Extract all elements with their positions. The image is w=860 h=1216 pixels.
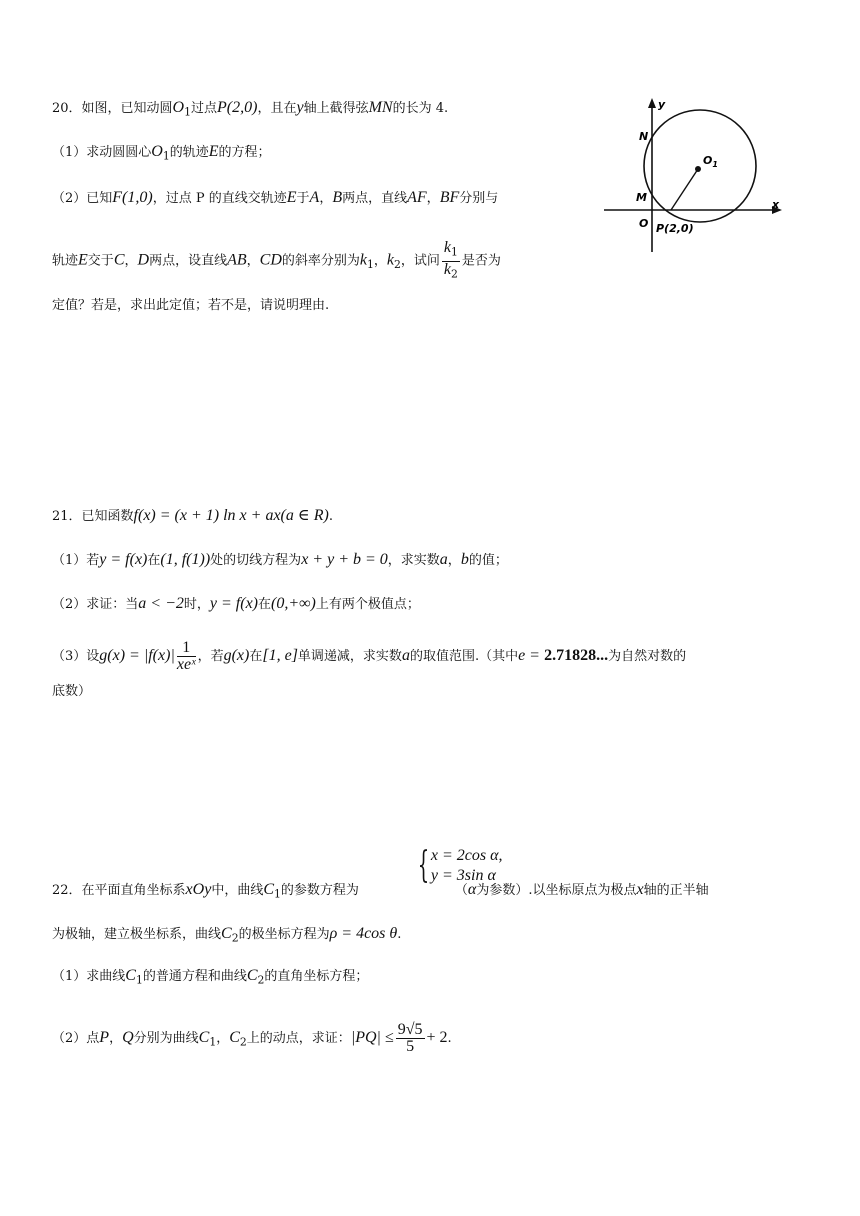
math-C1: C [263,881,274,898]
math-a: a [439,551,448,568]
p20-q2-line2 [52,240,501,282]
text: ， [426,191,440,206]
p21-q3-line1 [52,640,686,673]
text: ，若 [197,649,224,664]
denominator: 5 [406,1038,415,1055]
text: 21．已知函数 [52,509,134,524]
text: 20．如图，已知动圆 [52,101,173,116]
text: 轴的正半轴 [643,883,709,898]
text: 的极坐标方程为 [238,927,330,942]
math: x + y + b = 0 [301,551,388,568]
math-CD: CD [259,251,282,269]
text: ， [319,191,333,206]
p22-q2 [52,1022,452,1055]
math-point-P: P(2,0) [217,99,258,116]
subscript: 1 [184,105,191,119]
subscript: 1 [274,887,281,901]
text: 中，曲线 [211,883,264,898]
text: 的轨迹 [169,145,209,160]
math-k1: k [359,251,367,269]
subscript: 1 [135,973,143,987]
math-BF: BF [439,189,460,206]
math-P: P [99,1029,110,1046]
p20-q1 [52,142,271,167]
text: ， [373,253,387,269]
text: . [397,927,402,942]
text: 两点，直线 [342,191,408,206]
text: （2）点 [52,1031,100,1046]
subscript: 1 [209,1035,217,1049]
text: . [328,509,333,524]
math-k2: k [386,251,395,269]
text: 单调递减，求实数 [297,649,402,664]
text: 的参数方程为 [280,883,359,898]
subscript: 2 [451,267,458,281]
text: 分别与 [459,191,499,206]
p20-q2-line1 [52,188,498,209]
math-C2: C [221,925,232,942]
text: 交于 [87,253,114,269]
text: ，且在 [257,101,297,116]
math-MN: MN [368,99,393,116]
origin-label: O [639,217,649,230]
text: （1）若 [52,553,100,568]
text: （ [454,883,468,898]
math-AB: AB [227,251,247,269]
math-C1: C [198,1029,210,1046]
math: (0,+∞) [271,595,316,612]
O1-subscript: 1 [712,160,718,169]
text: （1）求动圆圆心 [52,145,152,160]
text: （1）求曲线 [52,969,126,984]
math-rho-eq: ρ = 4cos θ [329,925,398,942]
M-label: M [636,191,647,204]
math-C: C [113,251,125,269]
text: 的斜率分别为 [281,253,360,269]
e-value: 2.71828... [544,647,609,664]
math-C2: C [246,967,258,984]
math-E: E [208,143,219,160]
math-alpha: α [467,881,477,898]
subscript: 1 [367,258,374,272]
text: ，试问 [400,253,440,269]
text: 的直角坐标方程； [264,969,369,984]
text: 过点 [191,101,218,116]
math-k1: k [443,239,452,256]
math-abs-PQ: |PQ| ≤ [350,1029,394,1046]
math: (1, f(1)) [160,551,211,568]
text: ， [246,253,260,269]
text: 于 [296,191,310,206]
text: ，求实数 [387,553,440,568]
text: 定值？若是，求出此定值；若不是，请说明理由. [52,298,330,313]
text: 时， [183,597,210,612]
text: 在 [249,649,263,664]
math-xOy: xOy [185,881,212,898]
text: ， [447,553,461,568]
O1-letter: O [703,154,713,167]
math-D: D [137,251,150,269]
p22-line1 [52,880,709,905]
text: ， [216,1031,230,1046]
math-Q: Q [122,1029,134,1046]
fraction-9root5-over-5 [396,1022,425,1055]
text: （3）设 [52,649,100,664]
math-O1: O [172,99,185,116]
text: 两点，设直线 [149,253,228,269]
numerator: 1 [177,640,196,657]
math-f-definition: f(x) = (x + 1) ln x + ax(a ∈ R) [133,507,329,524]
text: ， [109,1031,123,1046]
text: 上的动点，求证： [246,1031,351,1046]
text: 轴上截得弦 [303,101,369,116]
math: a < −2 [138,595,184,612]
math-A: A [309,189,320,206]
math-AF: AF [407,189,427,206]
text: （2）求证：当 [52,597,139,612]
fraction-k1-over-k2 [442,240,460,282]
math-C1: C [125,967,136,984]
text: （2）已知 [52,191,113,206]
subscript: 2 [394,258,401,272]
text: 为自然对数的 [608,649,687,664]
text: 上有两个极值点； [315,597,420,612]
eq-y: y = 3sin α [430,867,496,884]
text: ，过点 P 的直线交轨迹 [152,191,287,206]
text: . [447,1031,452,1046]
numerator: 9√5 [397,1021,423,1038]
text: 的取值范围.（其中 [409,649,519,664]
text: 轨迹 [52,253,79,269]
text: 的值； [468,553,508,568]
math-a: a [401,647,410,664]
p20-line1 [52,98,448,123]
text: 在 [147,553,161,568]
math-E: E [78,251,88,269]
text: 的长为 4. [392,101,449,116]
P-label: P(2,0) [656,222,694,235]
y-axis-arrow [648,98,656,108]
text: ， [124,253,138,269]
fraction-1-over-xex [177,640,196,673]
p22-q1 [52,966,368,991]
text: 分别为曲线 [133,1031,199,1046]
y-label: y [658,98,666,111]
text: 的方程； [218,145,271,160]
math-B: B [332,189,343,206]
p21-q2 [52,594,420,615]
text: 处的切线方程为 [210,553,302,568]
text: 22．在平面直角坐标系 [52,883,186,898]
math-k2: k [443,260,452,278]
math-b: b [460,551,469,568]
math-C2: C [229,1029,240,1046]
math: y = f(x) [99,551,148,568]
math: e = [518,647,540,664]
subscript: 2 [231,931,239,945]
O1-label [703,154,718,169]
text: 在 [258,597,272,612]
text: 底数） [52,684,92,699]
math-O1: O [151,143,163,160]
left-brace: { [417,845,430,886]
denominator: xeˣ [176,656,196,673]
center-dot [695,166,701,172]
subscript: 1 [451,245,458,259]
p22-line2 [52,924,401,949]
p21-q1 [52,550,508,571]
math: y = f(x) [209,595,258,612]
circle-O1 [644,110,756,222]
N-label: N [639,130,649,143]
text: 的普通方程和曲线 [142,969,247,984]
math-plus-2: + 2 [426,1029,448,1046]
subscript: 2 [239,1035,247,1049]
subscript: 2 [257,973,265,987]
eq-x: x = 2cos α, [430,847,503,864]
math: g(x) [223,647,250,664]
text: 为极轴，建立极坐标系，曲线 [52,927,222,942]
circle-diagram [596,96,788,256]
math-y: y [296,99,304,116]
math-point-F: F(1,0) [112,189,153,206]
subscript: 1 [162,149,170,163]
text: 为参数）.以坐标原点为极点 [476,883,637,898]
p21-line1 [52,506,333,527]
math-E: E [286,189,297,206]
radius-line [671,169,698,210]
x-label: x [772,198,780,211]
p21-q3-line2 [52,682,91,702]
text: 是否为 [461,253,501,269]
math: g(x) = |f(x)| [99,647,175,664]
math-x: x [636,881,644,898]
p20-q2-line3 [52,296,329,316]
math: [1, e] [262,647,298,664]
